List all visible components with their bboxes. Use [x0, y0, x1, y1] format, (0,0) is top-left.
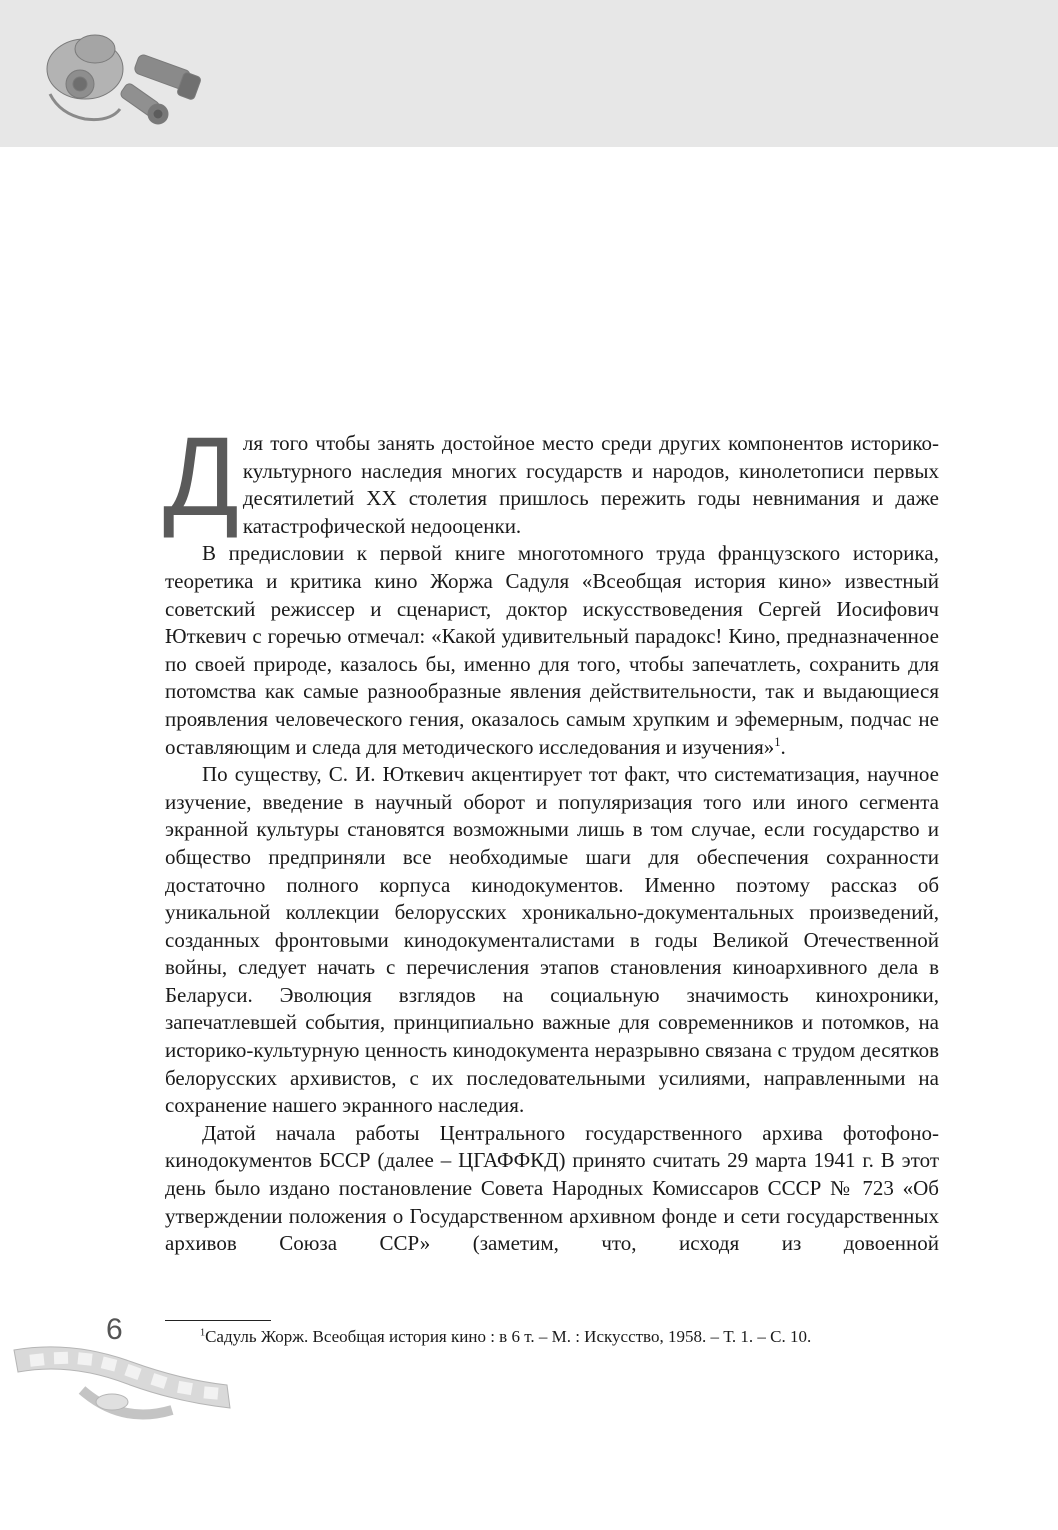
drop-cap: Д: [163, 414, 237, 539]
film-camera-illustration: [40, 24, 210, 134]
film-strip-illustration: [12, 1340, 238, 1430]
paragraph-1: [163, 414, 939, 540]
page-number: 6: [106, 1313, 123, 1346]
header-band: [0, 0, 1058, 147]
body-text: [163, 414, 939, 1258]
paragraph-4: Датой начала работы Центрального государственного архива фотофонокинодокументов БССР (далее – ЦГАФФКД) принято считать 29 марта 1941 г. В этот день было издано постановление Совета Народных Комиссаров СССР № 723 «Об утверждении положения о Государственном архивном фонде и сети государственных архивов Союза ССР» (заметим, что, исходя из довоенной: [165, 1120, 939, 1256]
paragraph-1-text: ля того чтобы занять достойное место среди других компонентов историко-культурного наследия многих государств и народов, кинолетописи первых десятилетий XX столетия пришлось пережить годы невнимания и даже катастрофической недооценки.: [242, 431, 939, 538]
paragraph-2-text: В предисловии к первой книге многотомного труда французского историка, теоретика и критика кино Жоржа Садуля «Всеобщая история кино» известный советский режиссер и сценарист, доктор искусствоведения Сергей Иосифович Юткевич с горечью отмечал: «Какой удивительный парадокс! Кино, предназначенное по своей природе, казалось бы, именно для того, чтобы запечатлеть, сохранить для потомства как самые разнообразные явления действительности, так и выдающиеся проявления человеческого гения, оказалось самым хрупким и эфемерным, подчас не оставляющим и следа для методического исследования и изучения»: [165, 541, 939, 759]
footnote: [200, 1326, 960, 1348]
footnote-text: Садуль Жорж. Всеобщая история кино : в 6 т. – М. : Искусство, 1958. – Т. 1. – С. 10.: [205, 1327, 812, 1346]
footnote-marker: 1: [200, 1327, 206, 1339]
paragraph-2-end: .: [780, 734, 786, 759]
footnote-divider: [165, 1320, 271, 1321]
paragraph-3: По существу, С. И. Юткевич акцентирует тот факт, что систематизация, научное изучение, введение в научный оборот и популяризация того или иного сегмента экранной культуры становятся возможными лишь в том случае, если государство и общество предприняли все необходимые шаги для обеспечения сохранности достаточно полного корпуса кинодокументов. Именно поэтому рассказ об уникальной коллекции белорусских хроникально-документальных произведений, созданных фронтовыми кинодокументалистами в годы Великой Отечественной войны, следует начать с перечисления этапов становления киноархивного дела в Беларуси. Эволюция взглядов на социальную значимость кинохроники, запечатлевшей события, принципиально важные для современников и потомков, на историко-культурную ценность кинодокумента неразрывно связана с трудом десятков белорусских архивистов, с их последовательными усилиями, направленными на сохранение нашего экранного наследия.: [165, 762, 939, 1118]
paragraph-2: [165, 540, 939, 761]
footnote-reference[interactable]: 1: [774, 734, 781, 749]
